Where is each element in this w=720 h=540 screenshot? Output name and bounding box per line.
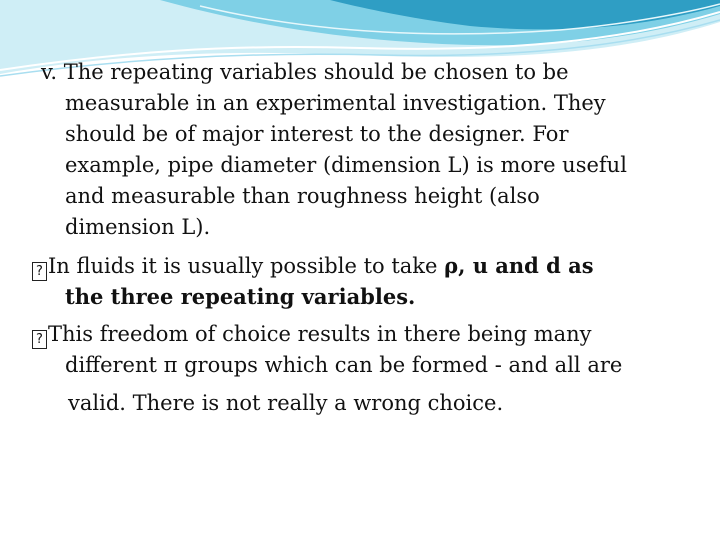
paragraph-1-line-1: v. The repeating variables should be chosen to be [41, 60, 569, 84]
paragraph-1-line-6: dimension L). [65, 215, 211, 239]
paragraph-2-text: In fluids it is usually possible to take [48, 254, 445, 278]
unknown-character-icon: ? [32, 262, 47, 281]
paragraph-2-line-2: the three repeating variables. [65, 284, 416, 309]
paragraph-3-line-3: valid. There is not really a wrong choice. [68, 391, 504, 415]
unknown-character-icon: ? [32, 330, 47, 349]
paragraph-1-line-2: measurable in an experimental investigation. They [65, 91, 606, 115]
paragraph-2-line-1 [32, 253, 594, 281]
paragraph-1-line-4: example, pipe diameter (dimension L) is more useful [65, 153, 627, 177]
paragraph-3-text: This freedom of choice results in there being many [48, 322, 592, 346]
paragraph-2-bold-text: ρ, u and d as [444, 253, 594, 278]
paragraph-1-line-3: should be of major interest to the designer. For [65, 122, 569, 146]
paragraph-3-line-1 [32, 321, 592, 349]
paragraph-1-line-5: and measurable than roughness height (also [65, 184, 540, 208]
paragraph-3-line-2: different π groups which can be formed - and all are [65, 353, 623, 377]
